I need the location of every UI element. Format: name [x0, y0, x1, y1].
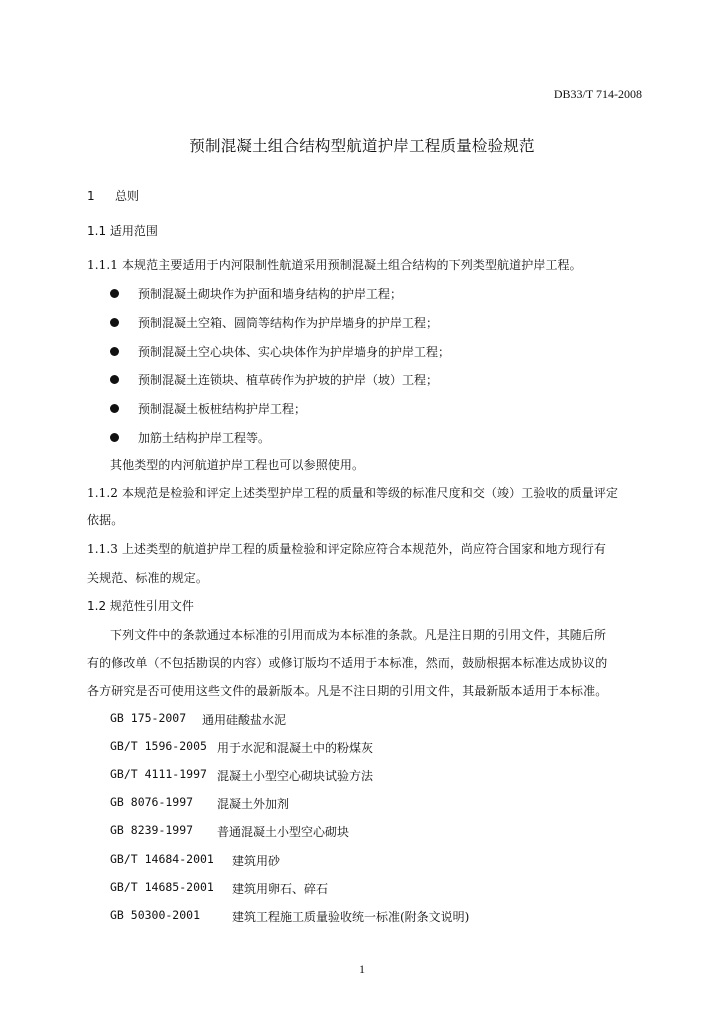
page-number: 1: [359, 962, 365, 976]
paragraph-line-2: 有的修改单（不包括勘误的内容）或修订版均不适用于本标准，然而，鼓励根据本标准达成协议的: [87, 656, 608, 670]
section-1-1-heading: 1.1 适用范围: [87, 224, 158, 238]
bullet-icon: [110, 347, 119, 356]
reference-code: GB 8076-1997: [110, 795, 194, 809]
clause-1-1-2-line-2: 依据。: [87, 513, 124, 527]
section-1-number: 1: [87, 189, 95, 203]
reference-code: GB 50300-2001: [110, 908, 201, 922]
document-title: 预制混凝土组合结构型航道护岸工程质量检验规范: [189, 137, 535, 155]
clause-1-1-3-line-2: 关规范、标准的规定。: [87, 571, 209, 585]
reference-code: GB 8239-1997: [110, 823, 194, 837]
reference-title: 混凝土外加剂: [217, 797, 290, 811]
reference-title: 混凝土小型空心砌块试验方法: [217, 769, 374, 783]
reference-code: GB/T 14684-2001: [110, 852, 214, 866]
section-1-title: 总则: [115, 189, 140, 203]
section-1-heading: [87, 187, 139, 204]
reference-title: 通用硅酸盐水泥: [202, 713, 287, 727]
bullet-icon: [110, 318, 119, 327]
clause-1-1-3-line-1: 1.1.3 上述类型的航道护岸工程的质量检验和评定除应符合本规范外，尚应符合国家和地方现行有: [87, 542, 606, 556]
bullet-icon: [110, 375, 119, 384]
reference-title: 建筑用砂: [232, 854, 281, 868]
bullet-icon: [110, 404, 119, 413]
section-1-2-heading: 1.2 规范性引用文件: [87, 599, 194, 613]
bullet-icon: [110, 289, 119, 298]
reference-title: 普通混凝土小型空心砌块: [217, 825, 350, 839]
reference-code: GB/T 4111-1997: [110, 767, 207, 781]
reference-title: 用于水泥和混凝土中的粉煤灰: [217, 741, 374, 755]
clause-1-1-2-line-1: 1.1.2 本规范是检验和评定上述类型护岸工程的质量和等级的标准尺度和交（竣）工验收的质量评定: [87, 486, 619, 500]
paragraph-line-1: 下列文件中的条款通过本标准的引用而成为本标准的条款。凡是注日期的引用文件，其随后所: [110, 628, 607, 642]
reference-code: GB 175-2007: [110, 711, 187, 725]
reference-code: GB/T 14685-2001: [110, 880, 214, 894]
paragraph-line-3: 各方研究是否可使用这些文件的最新版本。凡是不注日期的引用文件，其最新版本适用于本标准。: [87, 684, 608, 698]
reference-code: GB/T 1596-2005: [110, 739, 207, 753]
reference-title: 建筑工程施工质量验收统一标准(附条文说明): [232, 910, 470, 924]
standard-number: DB33/T 714-2008: [553, 87, 642, 101]
reference-title: 建筑用卵石、碎石: [232, 882, 329, 896]
paragraph-other-types: 其他类型的内河航道护岸工程也可以参照使用。: [110, 458, 365, 472]
bullet-icon: [110, 433, 119, 442]
clause-1-1-1: 1.1.1 本规范主要适用于内河限制性航道采用预制混凝土组合结构的下列类型航道护岸工程。: [87, 258, 582, 272]
